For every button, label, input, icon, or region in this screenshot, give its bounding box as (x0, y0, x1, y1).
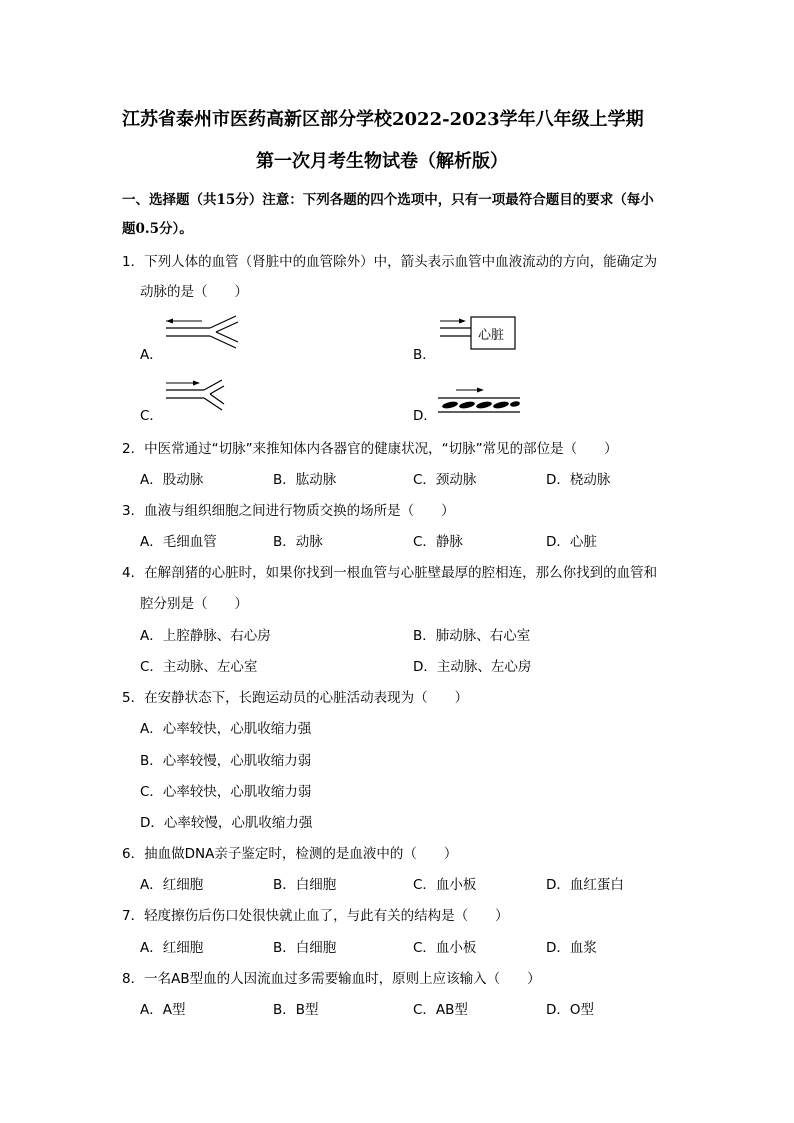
question-8-option-c: C．AB型 (413, 1002, 468, 1018)
question-4-option-a: A．上腔静脉、右心房 (140, 628, 271, 644)
question-5-option-b: B．心率较慢，心肌收缩力弱 (140, 753, 312, 769)
question-6-option-a: A．红细胞 (140, 877, 204, 893)
question-1-line-1: 1．下列人体的血管（肾脏中的血管除外）中，箭头表示血管中血液流动的方向，能确定为 (122, 254, 658, 270)
question-4-option-d: D．主动脉、左心房 (413, 659, 532, 675)
title-line-2: 第一次月考生物试卷（解析版） (256, 151, 508, 172)
question-3-text: 3．血液与组织细胞之间进行物质交换的场所是（ ） (122, 503, 455, 519)
question-1-option-b-label: B． (413, 347, 436, 363)
question-3-option-a: A．毛细血管 (140, 534, 217, 550)
question-8-text: 8．一名AB型血的人因流血过多需要输血时，原则上应该输入（ ） (122, 971, 541, 987)
diagram-d-capillary (436, 382, 526, 418)
question-3-option-b: B．动脉 (273, 534, 323, 550)
question-3-option-c: C．静脉 (413, 534, 463, 550)
question-7-text: 7．轻度擦伤后伤口处很快就止血了，与此有关的结构是（ ） (122, 908, 509, 924)
question-1-option-c-label: C． (140, 408, 163, 424)
question-2-option-c: C．颈动脉 (413, 472, 477, 488)
question-5-text: 5．在安静状态下，长跑运动员的心脏活动表现为（ ） (122, 690, 469, 706)
question-8-option-a: A．A型 (140, 1002, 186, 1018)
question-5-option-d: D．心率较慢，心肌收缩力强 (140, 815, 313, 831)
question-7-option-d: D．血浆 (546, 940, 597, 956)
question-8-option-d: D．O型 (546, 1002, 595, 1018)
question-4-line-2: 腔分别是（ ） (140, 596, 248, 612)
section-header-line-2: 题0.5分）。 (122, 221, 193, 237)
question-7-option-b: B．白细胞 (273, 940, 337, 956)
title-line-1: 江苏省泰州市医药高新区部分学校2022-2023学年八年级上学期 (122, 109, 644, 130)
question-6-option-d: D．血红蛋白 (546, 877, 624, 893)
question-1-option-d-label: D． (413, 408, 437, 424)
question-7-option-c: C．血小板 (413, 940, 477, 956)
question-1-line-2: 动脉的是（ ） (140, 284, 248, 300)
question-2-option-d: D．桡动脉 (546, 472, 611, 488)
question-4-option-c: C．主动脉、左心室 (140, 659, 258, 675)
question-4-line-1: 4．在解剖猪的心脏时，如果你找到一根血管与心脏壁最厚的腔相连，那么你找到的血管和 (122, 565, 658, 581)
diagram-c-vessel-branch (164, 376, 244, 416)
question-5-option-c: C．心率较快，心肌收缩力弱 (140, 784, 312, 800)
question-2-option-a: A．股动脉 (140, 472, 204, 488)
diagram-a-vessel-branch (164, 314, 244, 354)
question-7-option-a: A．红细胞 (140, 940, 204, 956)
question-5-option-a: A．心率较快，心肌收缩力强 (140, 721, 312, 737)
question-6-option-c: C．血小板 (413, 877, 477, 893)
question-1-option-a-label: A． (140, 347, 163, 363)
question-3-option-d: D．心脏 (546, 534, 597, 550)
question-6-text: 6．抽血做DNA亲子鉴定时，检测的是血液中的（ ） (122, 846, 458, 862)
heart-label: 心脏 (478, 328, 505, 343)
question-8-option-b: B．B型 (273, 1002, 319, 1018)
question-6-option-b: B．白细胞 (273, 877, 337, 893)
section-header-line-1: 一、选择题（共15分）注意：下列各题的四个选项中，只有一项最符合题目的要求（每小 (122, 192, 654, 208)
question-2-text: 2．中医常通过“切脉”来推知体内各器官的健康状况，“切脉”常见的部位是（ ） (122, 441, 618, 457)
question-4-option-b: B．肺动脉、右心室 (413, 628, 531, 644)
question-2-option-b: B．肱动脉 (273, 472, 337, 488)
